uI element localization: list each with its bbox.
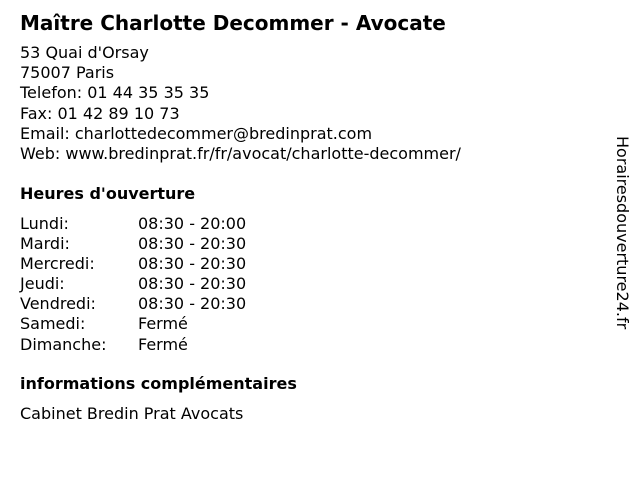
day-hours: 08:30 - 20:30 [138, 294, 247, 314]
email-address: Email: charlottedecommer@bredinprat.com [20, 123, 373, 143]
day-hours: Fermé [138, 334, 188, 354]
day-hours: Fermé [138, 314, 188, 334]
hours-row-friday [20, 294, 320, 314]
day-label: Mercredi: [20, 254, 95, 274]
day-label: Lundi: [20, 214, 69, 233]
day-hours: 08:30 - 20:30 [138, 234, 247, 254]
additional-info-text: Cabinet Bredin Prat Avocats [20, 404, 244, 423]
opening-hours-heading: Heures d'ouverture [20, 184, 196, 203]
additional-info-heading: informations complémentaires [20, 374, 297, 393]
day-label: Vendredi: [20, 294, 96, 314]
day-label: Jeudi: [20, 274, 65, 294]
day-label: Dimanche: [20, 334, 107, 354]
city-postcode: 75007 Paris [20, 63, 115, 83]
day-hours: 08:30 - 20:00 [138, 214, 247, 233]
day-label: Samedi: [20, 314, 86, 334]
hours-row-tuesday [20, 234, 320, 254]
website-url: Web: www.bredinprat.fr/fr/avocat/charlotte-decommer/ [20, 143, 461, 163]
hours-row-wednesday [20, 254, 320, 274]
fax-number: Fax: 01 42 89 10 73 [20, 103, 180, 123]
page-title: Maître Charlotte Decommer - Avocate [20, 11, 446, 35]
opening-hours-table [20, 214, 320, 355]
contact-block [20, 43, 461, 164]
hours-row-monday [20, 214, 320, 234]
hours-row-thursday [20, 274, 320, 294]
hours-row-sunday [20, 335, 320, 355]
day-label: Mardi: [20, 234, 70, 254]
day-hours: 08:30 - 20:30 [138, 254, 247, 274]
hours-row-saturday [20, 314, 320, 334]
site-watermark: Horairesdouverture24.fr [613, 136, 632, 330]
day-hours: 08:30 - 20:30 [138, 274, 247, 294]
street-address: 53 Quai d'Orsay [20, 43, 149, 62]
phone-number: Telefon: 01 44 35 35 35 [20, 83, 210, 103]
